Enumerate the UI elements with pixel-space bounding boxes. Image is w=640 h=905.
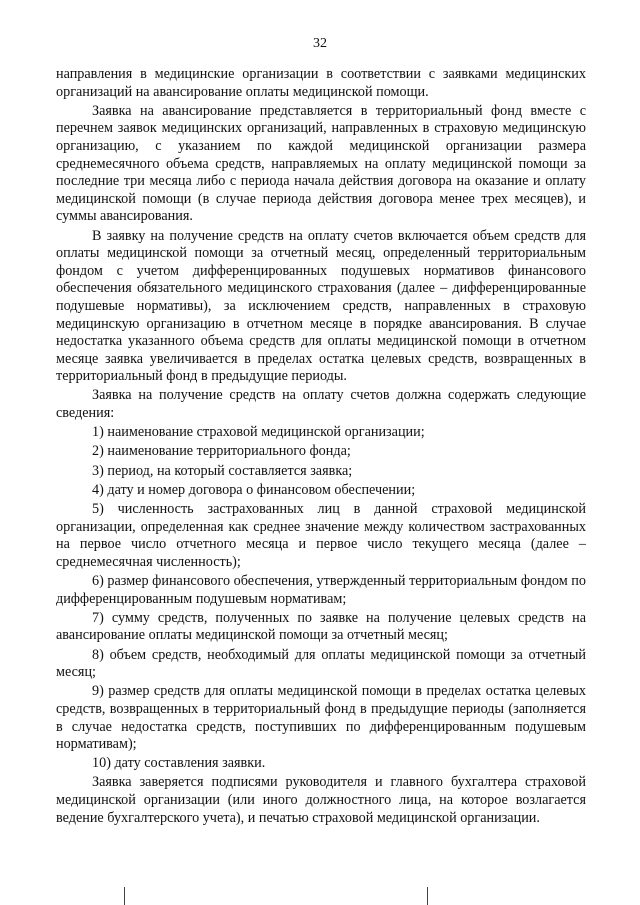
paragraph-request-contents-intro: Заявка на получение средств на оплату счетов должна содержать следующие сведения: xyxy=(56,387,586,422)
list-item: 9) размер средств для оплаты медицинской помощи в пределах остатка целевых средств, возвращенных в территориальный фонд в предыдущие периоды (заполняется в случае недостатка средств, поступивших по дифференцированным подушевым нормативам); xyxy=(56,683,586,753)
scan-artifact-line xyxy=(124,887,125,905)
paragraph-request-volume: В заявку на получение средств на оплату счетов включается объем средств для оплаты медицинской помощи за отчетный месяц, определенный территориальным фондом с учетом дифференцированных подушевых нормативов финансового обеспечения обязательного медицинского страхования (далее – дифференцированные подушевые нормативы), за исключением средств, направленных в страховую медицинскую организацию в отчетном месяце в порядке авансирования. В случае недостатка указанного объема средств для оплаты медицинской помощи в отчетном месяце заявка увеличивается в пределах остатка целевых средств, возвращенных в территориальный фонд в предыдущие периоды. xyxy=(56,227,586,385)
page-number: 32 xyxy=(313,36,327,51)
list-item: 2) наименование территориального фонда; xyxy=(92,443,351,460)
paragraph-advance-request: Заявка на авансирование представляется в территориальный фонд вместе с перечнем заявок медицинских организаций, направленных в страховую медицинскую организацию, с указанием по каждой медицинской организации размера среднемесячного объема средств, направляемых на оплату медицинской помощи за последние три месяца либо с периода начала действия договора на оказание и оплату медицинской помощи (в случае периода действия договора менее трех месяцев), и суммы авансирования. xyxy=(56,102,586,225)
list-item: 4) дату и номер договора о финансовом обеспечении; xyxy=(92,481,416,498)
list-item: 1) наименование страховой медицинской организации; xyxy=(92,424,425,441)
list-item: 5) численность застрахованных лиц в данной страховой медицинской организации, определенная как среднее значение между количеством застрахованных на первое число отчетного месяца и первое число текущего месяца (далее – среднемесячная численность); xyxy=(56,501,586,570)
paragraph-continuation: направления в медицинские организации в соответствии с заявками медицинских организаций на авансирование оплаты медицинской помощи. xyxy=(56,66,586,100)
paragraph-certification: Заявка заверяется подписями руководителя и главного бухгалтера страховой медицинской организации (или иного должностного лица, на которое возлагается ведение бухгалтерского учета), и печатью страховой медицинской организации. xyxy=(56,774,586,826)
list-item: 6) размер финансового обеспечения, утвержденный территориальным фондом по дифференцированным подушевым нормативам; xyxy=(56,572,586,607)
document-body xyxy=(56,66,586,829)
list-item: 10) дату составления заявки. xyxy=(92,755,266,772)
list-item: 7) сумму средств, полученных по заявке на получение целевых средств на авансирование оплаты медицинской помощи за отчетный месяц; xyxy=(56,609,586,644)
list-item: 3) период, на который составляется заявка; xyxy=(92,462,353,479)
scan-artifact-line xyxy=(427,887,428,905)
list-item: 8) объем средств, необходимый для оплаты медицинской помощи за отчетный месяц; xyxy=(56,646,586,681)
